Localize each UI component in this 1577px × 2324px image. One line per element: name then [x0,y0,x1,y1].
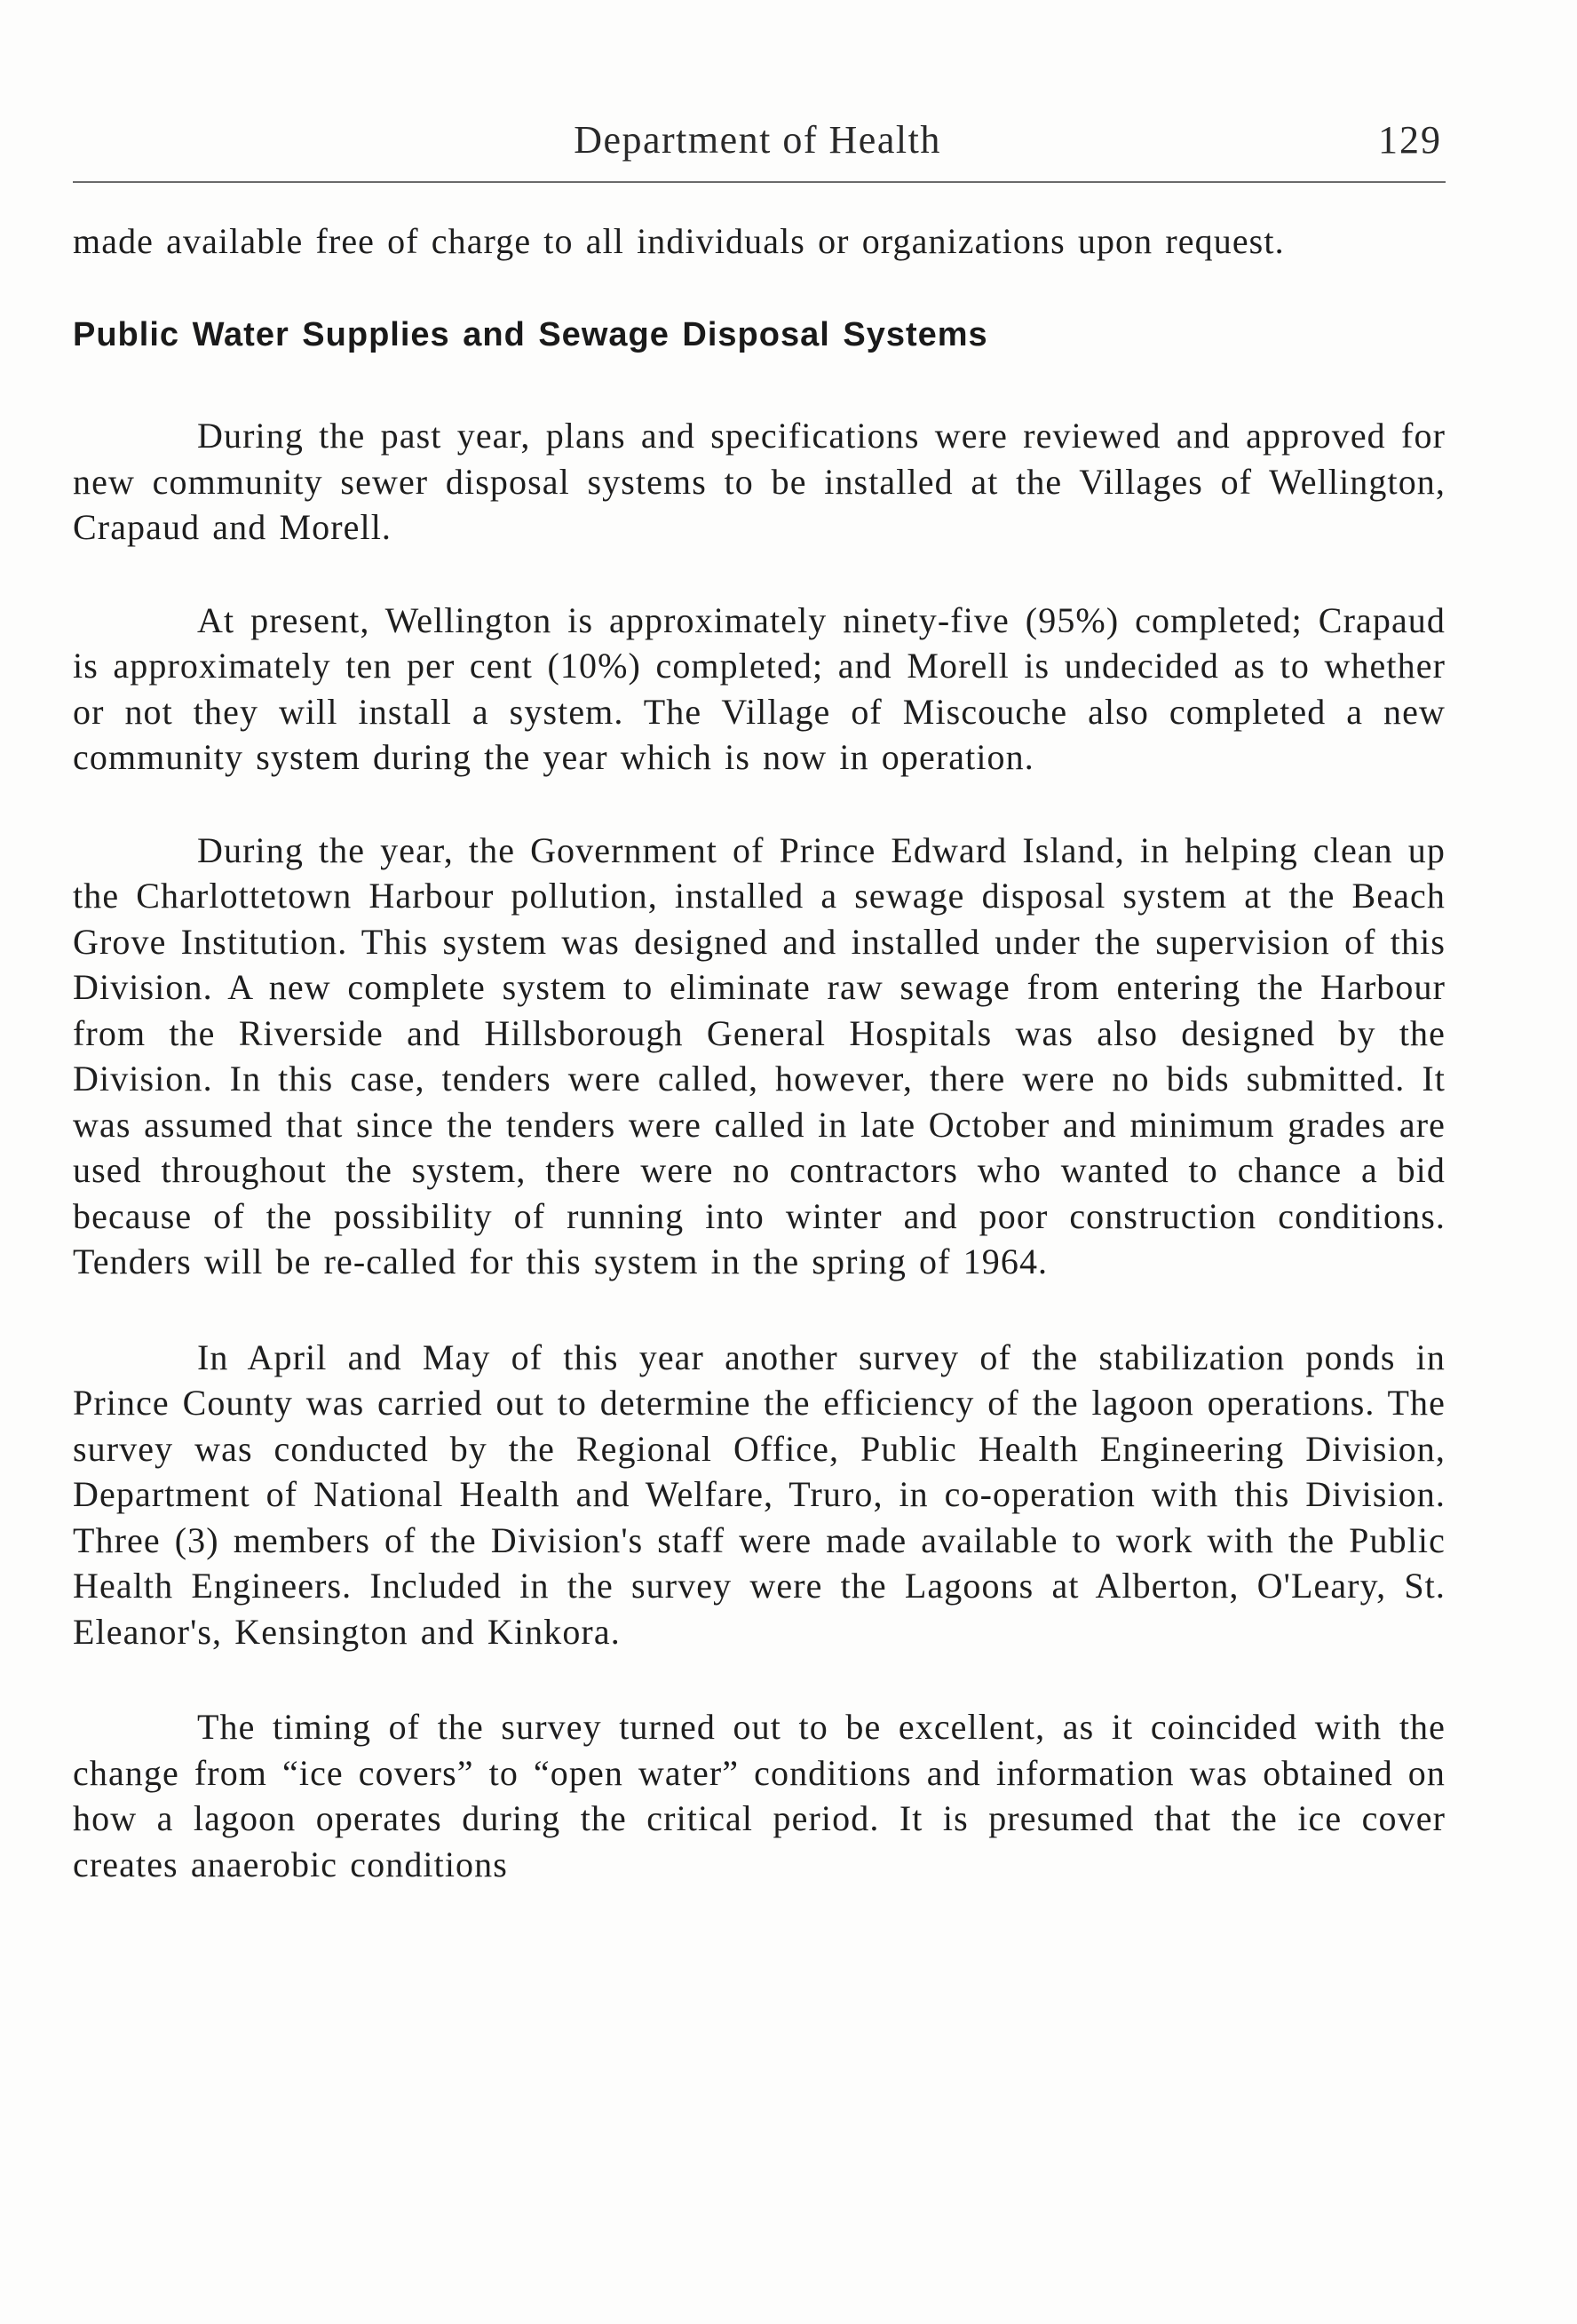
header-rule [73,181,1446,183]
section-heading: Public Water Supplies and Sewage Disposal Systems [73,315,988,353]
paragraph-charlottetown-harbour: During the year, the Government of Prince Edward Island, in helping clean up the Charlottetown Harbour pollution, installed a sewage disposal system at the Beach Grove Institution. This system was designed and installed under the supervision of this Division. A new complete system to eliminate raw sewage from entering the Harbour from the Riverside and Hillsborough General Hospitals was also designed by the Division. In this case, tenders were called, however, there were no bids submitted. It was assumed that since the tenders were called in late October and minimum grades are used throughout the system, there were no contractors who wanted to chance a bid because of the possibility of running into winter and poor construction conditions. Tenders will be re-called for this system in the spring of 1964. [73,829,1446,1281]
paragraph-stabilization-survey: In April and May of this year another survey of the stabilization ponds in Prince County was carried out to determine the efficiency of the lagoon operations. The survey was conducted by the Regional Office, Public Health Engineering Division, Department of National Health and Welfare, Truro, in co-operation with this Division. Three (3) members of the Division's staff were made available to work with the Public Health Engineers. Included in the survey were the Lagoons at Alberton, O'Leary, St. Eleanor's, Kensington and Kinkora. [73,1336,1446,1652]
header-title: Department of Health [574,118,941,162]
continuation-paragraph: made available free of charge to all individuals or organizations upon request. [73,221,1285,261]
page-number: 129 [1378,118,1442,162]
running-header [73,117,1442,167]
paragraph-plans-approved: During the past year, plans and specifications were reviewed and approved for new community sewer disposal systems to be installed at the Villages of Wellington, Crapaud and Morell. [73,416,1446,547]
body-text [73,218,1446,1887]
paragraph-progress: At present, Wellington is approximately ninety-five (95%) completed; Crapaud is approximately ten per cent (10%) completed; and Morell is undecided as to whether or not they will install a system. The Village of Miscouche also completed a new community system during the year which is now in operation. [73,599,1446,777]
paragraph-survey-timing: The timing of the survey turned out to be excellent, as it coincided with the change from “ice covers” to “open water” conditions and information was obtained on how a lagoon operates during the critical period. It is presumed that the ice cover creates anaerobic conditions [73,1707,1446,1884]
